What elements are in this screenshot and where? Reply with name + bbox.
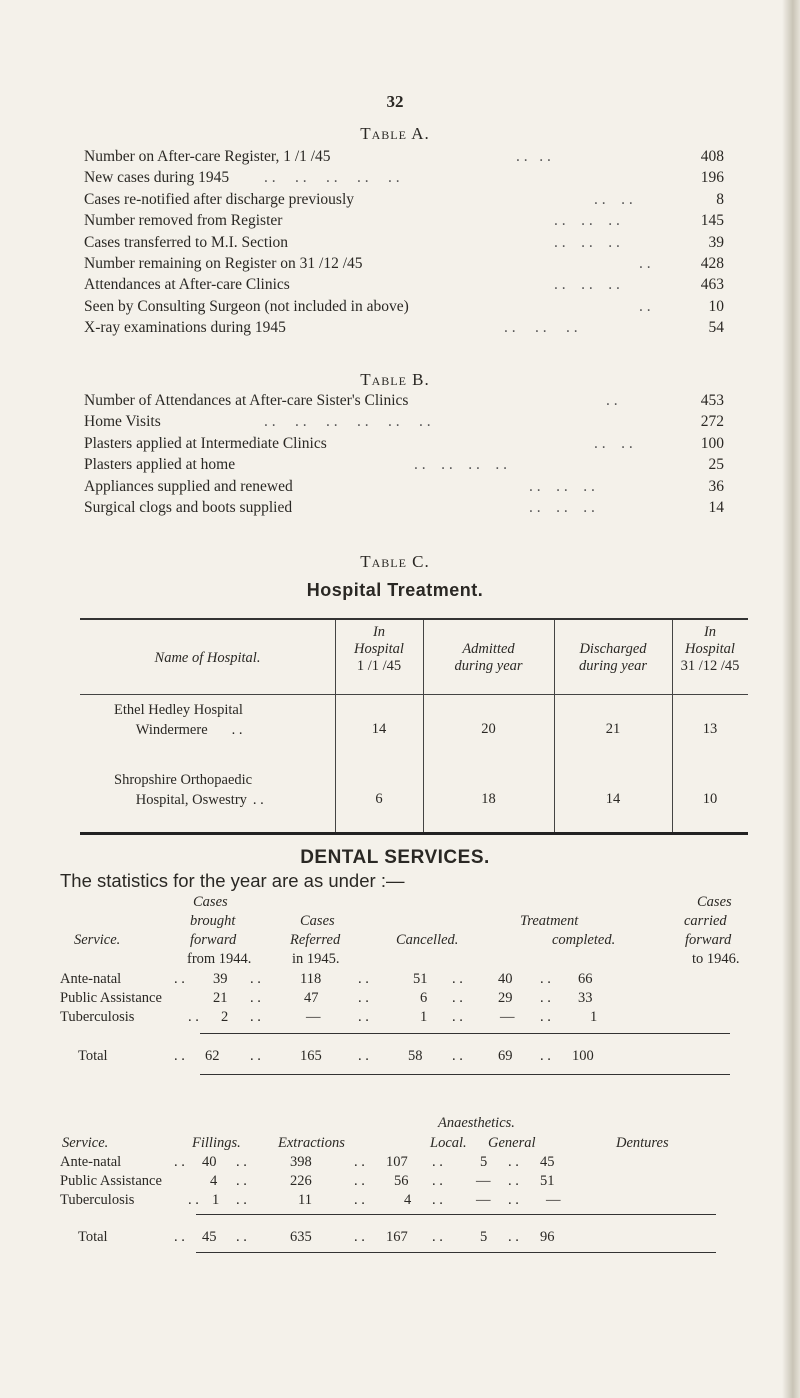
table-a-row: Number on After-care Register, 1 /1 /45 . . . . 408 bbox=[84, 148, 724, 165]
h-cases: Cases bbox=[697, 894, 732, 910]
page-edge bbox=[782, 0, 800, 1398]
h-referred: Referred bbox=[290, 932, 341, 948]
h-local: Local. bbox=[430, 1135, 467, 1151]
table-b-row: Appliances supplied and renewed . . . . . . 36 bbox=[84, 477, 724, 495]
table-b-row: Plasters applied at home . . . . . . . . 25 bbox=[84, 456, 724, 474]
h-dentures: Dentures bbox=[616, 1135, 669, 1151]
h-cases-referred: Cases bbox=[300, 913, 335, 929]
discharged-cell: 14 bbox=[605, 791, 621, 807]
total-rule bbox=[200, 1033, 730, 1034]
table-a bbox=[84, 146, 724, 339]
in-start-cell: 6 bbox=[375, 791, 383, 807]
table-b-row: Plasters applied at Intermediate Clinics . . . . 100 bbox=[84, 434, 724, 452]
header-name-of-hospital: Name of Hospital. bbox=[154, 650, 261, 666]
h-completed: completed. bbox=[552, 932, 616, 948]
h-general: General bbox=[488, 1135, 536, 1151]
total-rule bbox=[196, 1252, 716, 1253]
h-service: Service. bbox=[62, 1135, 109, 1151]
table-b-row: Surgical clogs and boots supplied . . . . . . 14 bbox=[84, 498, 724, 516]
table-b-row: Home Visits . . . . . . . . . . . . 272 bbox=[84, 413, 724, 431]
page-number: 32 bbox=[386, 92, 404, 111]
table-a-title: Table A. bbox=[360, 124, 430, 143]
header-in-hospital-start: In Hospital 1 /1 /45 bbox=[354, 624, 404, 674]
h-brought: brought bbox=[190, 913, 236, 929]
h-cases: Cases bbox=[193, 894, 228, 910]
total-rule bbox=[196, 1214, 716, 1215]
admitted-cell: 18 bbox=[481, 791, 496, 807]
h-anaesthetics: Anaesthetics. bbox=[438, 1115, 515, 1131]
table-a-row: New cases during 1945 . . . . . . . . . . 196 bbox=[84, 169, 724, 187]
document-page: 32 Table A. Number on After-care Register, 1 /1 /45 . . . . 408 New cases during 1945 . . . . . . . . . . 196 Cases re-notified after discharge previously . . . . 8 Number removed from Register . . . . . . 145 Cases transferred to M.I. Section . . . . . . 39 Number remaining on Register on 31 /12 /45 . . 428 Attendances at After-care Clinics . . . . . . 463 Seen by Consulting Surgeon (not included in above) . . 10 X-ray examinations during 1945 . . . . . . 54 Table B. Number of Attendances at After-care Sister's Clinics . . 453 Home Visits . . . . . . . . . . . . 272 Plasters applied at Intermediate Clinics . . . . 100 Plasters applied at home . . . . . . . . 25 Appliances supplied and renewed . . . . . . 36 Surgical clogs and boots supplied . . . . . . 14 Table C. Hospital Treatment. Name of Hospital. In Hospital 1 /1 /45 Admitted during year Discharged during year In Hospital 31 /12 /45 Ethel Hedley Hospital Windermere . . 14 20 21 13 Shropshire Orthopaedic Hospital, Oswestry . . 6 18 14 10 DENTAL SERVICES. The statistics for the year are as under :— Cases Cases brought Cases Treatment carried Service. forward Referred Cancelled. completed. forward from 1944. in 1945. to 1946. Ante-natal . . 39 . . 118 . . 51 . . 40 . . 66 Public Assistance 21 . . 47 . . 6 . . 29 . . 33 Tuberculosis . . 2 . . — . . 1 . . — . . 1 Total . . 62 . . 165 . . 58 . . 69 . . 100 Anaesthetics. Service. Fillings. Extractions Local. General Dentures Ante-natal . . 40 . . 398 . . 107 . . 5 . . 45 Public Assistance 4 . . 226 . . 56 . . — . . 51 Tuberculosis . . 1 . . 11 . . 4 . . — . . — Total . . 45 . . 635 . . 167 . . 5 . . 96 bbox=[0, 0, 800, 1398]
header-in-hospital-end: In Hospital 31 /12 /45 bbox=[680, 624, 740, 674]
in-start-cell: 14 bbox=[371, 721, 387, 737]
h-from-1944: from 1944. bbox=[187, 951, 252, 967]
table-a-row: Cases re-notified after discharge previously . . . . 8 bbox=[84, 190, 724, 208]
table-b-row: Number of Attendances at After-care Sister's Clinics . . 453 bbox=[84, 392, 724, 409]
header-admitted: Admitted during year bbox=[454, 641, 523, 674]
table-a-row: Number removed from Register . . . . . . 145 bbox=[84, 212, 724, 230]
h-forward: forward bbox=[190, 932, 237, 948]
dental-title: DENTAL SERVICES. bbox=[300, 847, 490, 868]
h-treatment: Treatment bbox=[520, 913, 579, 929]
h-extractions: Extractions bbox=[278, 1135, 345, 1151]
hospital-name: Ethel Hedley Hospital Windermere . . bbox=[114, 702, 243, 738]
h-fillings: Fillings. bbox=[192, 1135, 241, 1151]
header-discharged: Discharged during year bbox=[578, 641, 648, 674]
table-a-row: Seen by Consulting Surgeon (not included in above) . . 10 bbox=[84, 297, 724, 315]
h-cancelled: Cancelled. bbox=[396, 932, 459, 948]
table-c-subtitle: Hospital Treatment. bbox=[306, 580, 484, 600]
hospital-table bbox=[80, 618, 748, 835]
h-carried: carried bbox=[684, 913, 727, 929]
total-rule bbox=[200, 1074, 730, 1075]
in-end-cell: 10 bbox=[702, 791, 718, 807]
table-a-row: Number remaining on Register on 31 /12 /45 . . 428 bbox=[84, 254, 724, 272]
table-a-row: X-ray examinations during 1945 . . . . . . 54 bbox=[84, 319, 724, 337]
hospital-name: Shropshire Orthopaedic Hospital, Oswestry . . bbox=[114, 772, 264, 808]
dental-intro: The statistics for the year are as under :— bbox=[60, 870, 405, 891]
h-service: Service. bbox=[74, 932, 121, 948]
discharged-cell: 21 bbox=[605, 721, 621, 737]
table-b bbox=[84, 390, 724, 518]
table-c-title: Table C. bbox=[360, 552, 430, 571]
h-in-1945: in 1945. bbox=[292, 951, 340, 967]
admitted-cell: 20 bbox=[481, 721, 496, 737]
table-a-row: Attendances at After-care Clinics . . . . . . 463 bbox=[84, 276, 724, 294]
table-a-row: Cases transferred to M.I. Section . . . . . . 39 bbox=[84, 233, 724, 251]
table-b-title: Table B. bbox=[360, 370, 430, 389]
h-to-1946: to 1946. bbox=[692, 951, 740, 967]
in-end-cell: 13 bbox=[702, 721, 718, 737]
h-forward: forward bbox=[685, 932, 732, 948]
